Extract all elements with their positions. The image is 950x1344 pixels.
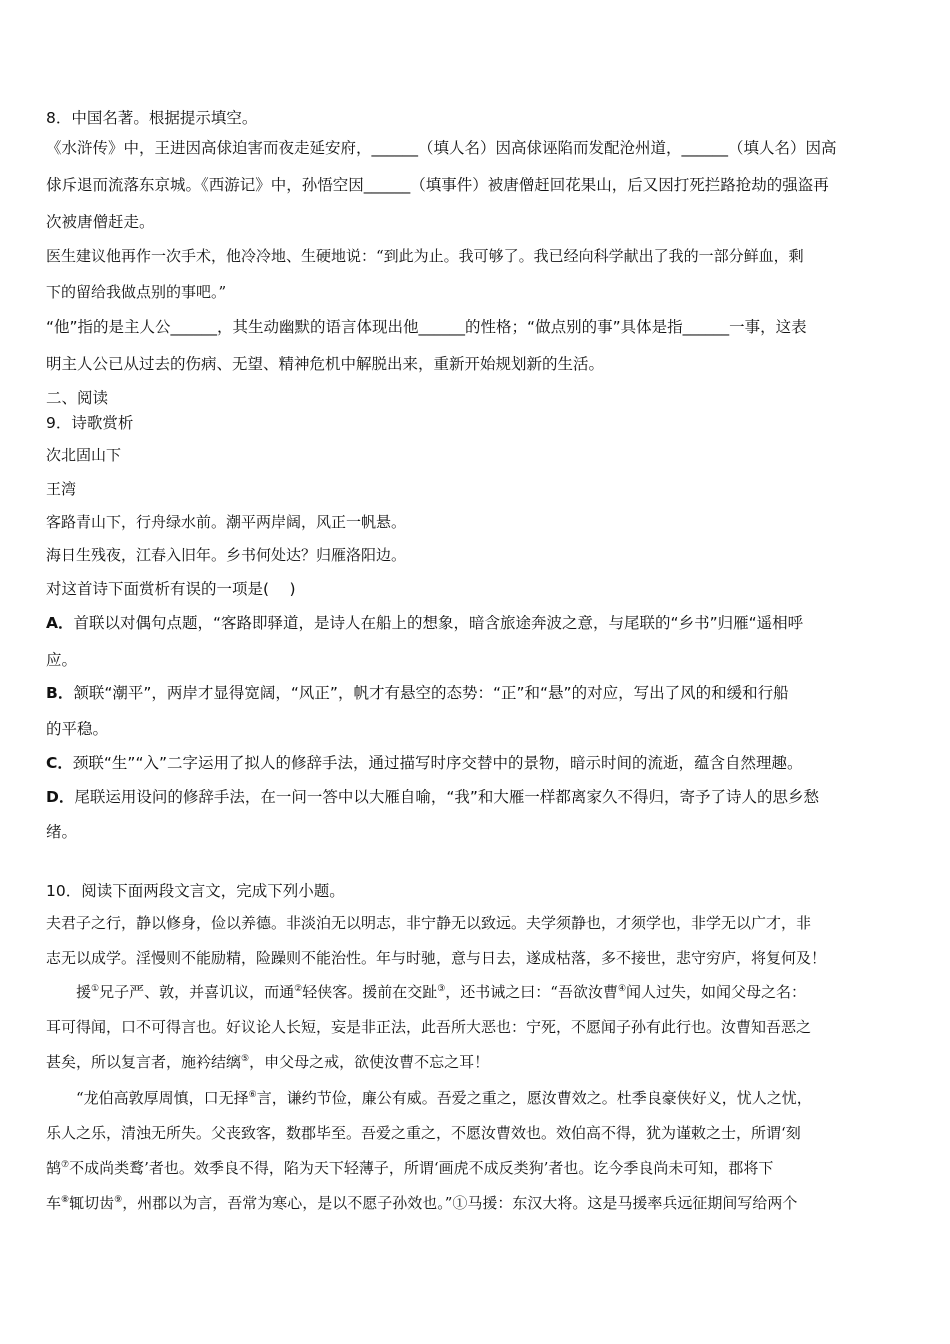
option-a-continued: 应。 (46, 651, 78, 669)
q8-paragraph-line: “他”指的是主人公______，其生动幽默的语言体现出他______的性格；“做点别的事”具体是指______一事，这表 (46, 318, 807, 336)
option-label: A． (46, 614, 74, 632)
q9-heading: 9．诗歌赏析 (46, 414, 134, 432)
q8-paragraph-line: 俅斥退而流落东京城。《西游记》中，孙悟空因______（填事件）被唐僧赶回花果山，后又因打死拦路抢劫的强盗再 (46, 176, 829, 194)
poem-line: 海日生残夜，江春入旧年。乡书何处达？归雁洛阳边。 (46, 546, 407, 564)
text-fragment: 不成尚类鹜’者也。效季良不得，陷为天下轻薄子，所谓‘画虎不成反类狗’者也。讫今季良尚未可知，郡将下 (69, 1159, 774, 1177)
text-fragment: 甚矣，所以复言者，施衿结缡 (46, 1053, 242, 1071)
q8-paragraph-line: 次被唐僧赶走。 (46, 213, 155, 231)
passage-line (46, 1157, 773, 1178)
footnote-marker: ④ (617, 984, 627, 994)
q8-heading: 8．中国名著。根据提示填空。 (46, 109, 258, 127)
q9-question: 对这首诗下面赏析有误的一项是( ) (46, 580, 296, 598)
passage-line (46, 1087, 812, 1108)
text-fragment: 兄子严、敦，并喜讥议，而通 (99, 983, 295, 1001)
passage-line (46, 981, 806, 1002)
footnote-marker: ① (91, 984, 100, 994)
passage-line: 乐人之乐，清浊无所失。父丧致客，数郡毕至。吾爱之重之，不愿汝曹效也。效伯高不得，犹为谨敕之士，所谓‘刻 (46, 1124, 801, 1142)
text-fragment: ，州郡以为言，吾常为寒心，是以不愿子孙效也。”①马援：东汉大将。这是马援率兵远征期间写给两个 (122, 1194, 798, 1212)
passage-line: 夫君子之行，静以修身，俭以养德。非淡泊无以明志，非宁静无以致远。夫学须静也，才须学也，非学无以广才，非 (46, 914, 812, 932)
passage-line (46, 1051, 489, 1072)
poem-title: 次北固山下 (46, 446, 122, 464)
text-fragment: 轻侠客。援前在交趾 (302, 983, 438, 1001)
poem-line: 客路青山下，行舟绿水前。潮平两岸阔，风正一帆悬。 (46, 513, 407, 531)
text-fragment: 言，谦约节俭，廉公有威。吾爱之重之，愿汝曹效之。杜季良豪侠好义，忧人之忧， (256, 1089, 812, 1107)
poem-author: 王湾 (46, 480, 77, 498)
option-d (46, 785, 819, 807)
footnote-marker: ⑨ (114, 1195, 123, 1205)
passage-line (46, 1192, 797, 1213)
q8-paragraph-line: 明主人公已从过去的伤病、无望、精神危机中解脱出来，重新开始规划新的生活。 (46, 355, 605, 373)
footnote-marker: ⑤ (241, 1054, 250, 1064)
text-fragment: 车 (46, 1194, 62, 1212)
option-label: D． (46, 788, 75, 806)
option-text: 颔联“潮平”，两岸才显得宽阔，“风正”，帆才有悬空的态势：“正”和“悬”的对应，写出了风的和缓和行船 (73, 684, 789, 702)
text-fragment: “龙伯高敦厚周慎，口无择 (76, 1089, 249, 1107)
section-heading: 二、阅读 (46, 389, 109, 407)
option-text: 颈联“生”“入”二字运用了拟人的修辞手法，通过描写时序交替中的景物，暗示时间的流逝，蕴含自然理趣。 (72, 754, 803, 772)
q10-heading: 10．阅读下面两段文言文，完成下列小题。 (46, 882, 345, 900)
q8-quote-line: 医生建议他再作一次手术，他冷冷地、生硬地说：“到此为止。我可够了。我已经向科学献出了我的一部分鲜血，剩 (46, 247, 804, 265)
option-label: B． (46, 684, 74, 702)
option-a (46, 611, 803, 633)
text-fragment: ，申父母之戒，欲使汝曹不忘之耳！ (249, 1053, 490, 1071)
option-text: 首联以对偶句点题，“客路即驿道，是诗人在船上的想象，暗含旅途奔波之意，与尾联的“乡书”归雁“遥相呼 (73, 614, 804, 632)
option-b (46, 681, 789, 703)
text-fragment: 闻人过失，如闻父母之名： (626, 983, 807, 1001)
footnote-marker: ⑧ (61, 1195, 70, 1205)
footnote-marker: ⑦ (61, 1160, 70, 1170)
passage-line: 志无以成学。淫慢则不能励精，险躁则不能治性。年与时驰，意与日去，遂成枯落，多不接世，悲守穷庐，将复何及！ (46, 949, 827, 967)
passage-line: 耳可得闻，口不可得言也。好议论人长短，妄是非正法，此吾所大恶也：宁死，不愿闻子孙有此行也。汝曹知吾恶之 (46, 1018, 812, 1036)
text-fragment: ，还书诫之曰：“吾欲汝曹 (445, 983, 618, 1001)
option-text: 尾联运用设问的修辞手法，在一问一答中以大雁自喻，“我”和大雁一样都离家久不得归，寄予了诗人的思乡愁 (74, 788, 819, 806)
option-c (46, 751, 803, 773)
footnote-marker: ⑥ (248, 1090, 257, 1100)
q8-paragraph-line: 《水浒传》中，王进因高俅迫害而夜走延安府，______（填人名）因高俅诬陷而发配沧州道，______（填人名）因高 (46, 139, 837, 157)
footnote-marker: ③ (437, 984, 446, 994)
text-fragment: 鹄 (46, 1159, 62, 1177)
footnote-marker: ② (294, 984, 303, 994)
option-d-continued: 绪。 (46, 823, 78, 841)
text-fragment: 援 (76, 983, 92, 1001)
option-label: C． (46, 754, 73, 772)
text-fragment: 辄切齿 (69, 1194, 115, 1212)
option-b-continued: 的平稳。 (46, 720, 109, 738)
q8-quote-line: 下的留给我做点别的事吧。” (46, 283, 227, 301)
